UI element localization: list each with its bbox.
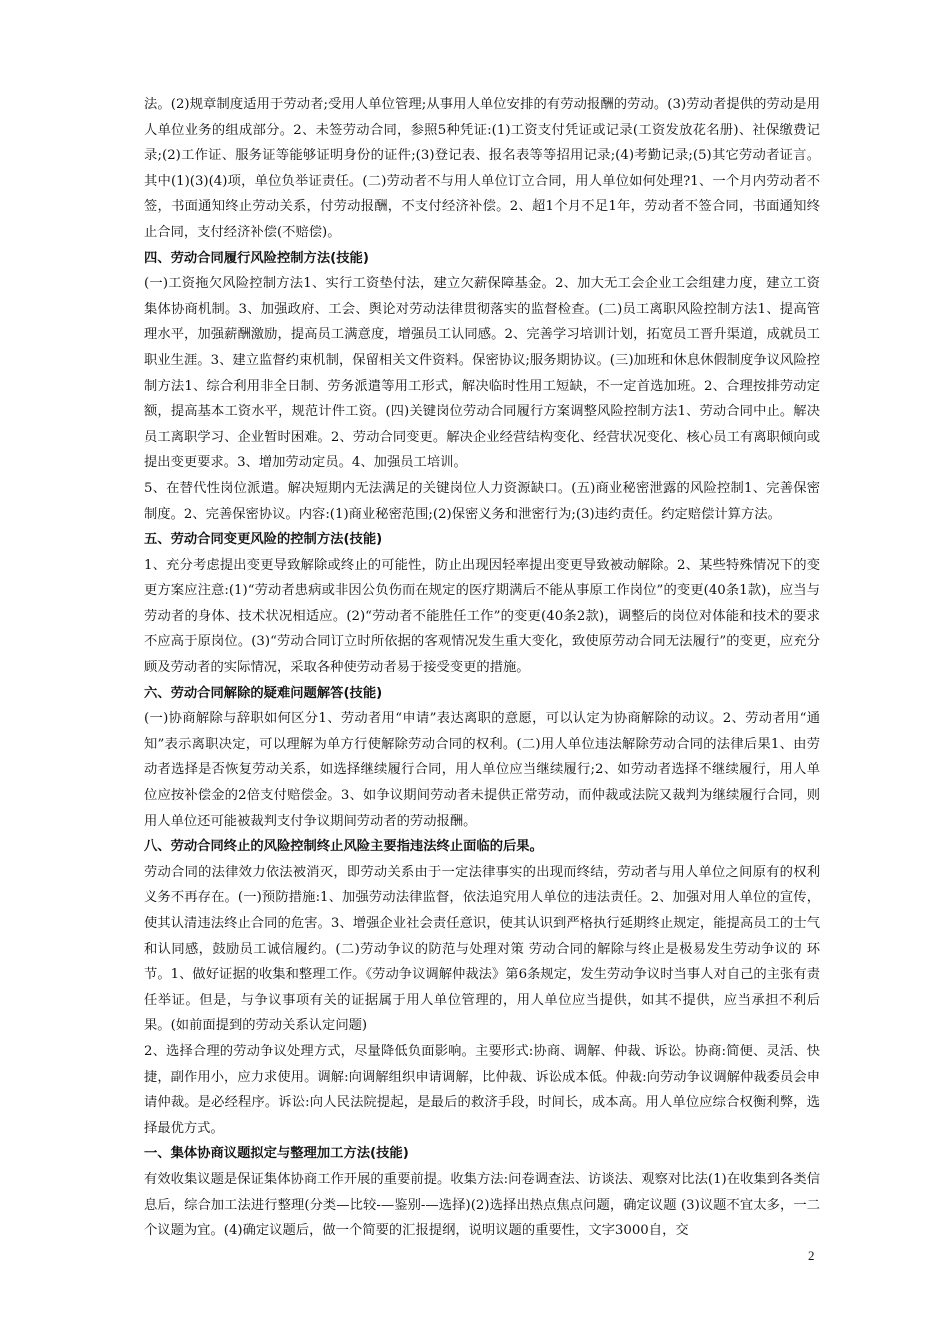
section-heading-6: 六、劳动合同解除的疑难问题解答(技能) xyxy=(144,685,383,701)
section-heading-8: 八、劳动合同终止的风险控制终止风险主要指违法终止面临的后果。 xyxy=(144,839,543,855)
paragraph-7: 2、选择合理的劳动争议处理方式，尽量降低负面影响。主要形式:协商、调解、仲裁、诉讼。协商:简便、灵活、快捷，副作用小，应力求使用。调解:向调解组织申请调解，比仲裁、诉讼成本低。仲裁:向劳动争议调解仲裁委员会申请仲裁。是必经程序。诉讼:向人民法院提起，是最后的救济手段，时间长，成本高。用人单位应综合权衡利弊，选择最优方式。 xyxy=(144,1043,820,1136)
paragraph-4: 1、充分考虑提出变更导致解除或终止的可能性，防止出现因轻率提出变更导致被动解除。2、某些特殊情况下的变更方案应注意:(1)“劳动者患病或非因公负伤而在规定的医疗期满后不能从事原工作岗位”的变更(40条1款)，应当与劳动者的身体、技术状况相适应。(2)“劳动者不能胜任工作”的变更(40条2款)，调整后的岗位对体能和技术的要求不应高于原岗位。(3)“劳动合同订立时所依据的客观情况发生重大变化，致使原劳动合同无法履行”的变更，应充分顾及劳动者的实际情况，采取各种使劳动者易于接受变更的措施。 xyxy=(144,557,820,676)
paragraph-5: (一)协商解除与辞职如何区分1、劳动者用“申请”表达离职的意愿，可以认定为协商解除的动议。2、劳动者用“通知”表示离职决定，可以理解为单方行使解除劳动合同的权利。(二)用人单位违法解除劳动合同的法律后果1、由劳动者选择是否恢复劳动关系，如选择继续履行合同，用人单位应当继续履行;2、如劳动者选择不继续履行，用人单位应按补偿金的2倍支付赔偿金。3、如争议期间劳动者未提供正常劳动，而仲裁或法院又裁判为继续履行合同，则用人单位还可能被裁判支付争议期间劳动者的劳动报酬。 xyxy=(144,711,820,829)
section-heading-4: 四、劳动合同履行风险控制方法(技能) xyxy=(144,250,369,266)
paragraph-2: (一)工资拖欠风险控制方法1、实行工资垫付法，建立欠薪保障基金。2、加大无工会企业工会组建力度，建立工资集体协商机制。3、加强政府、工会、舆论对劳动法律贯彻落实的监督检查。(二)员工离职风险控制方法1、提高管理水平，加强薪酬激励，提高员工满意度，增强员工认同感。2、完善学习培训计划，拓宽员工晋升渠道，成就员工职业生涯。3、建立监督约束机制，保留相关文件资料。保密协议;服务期协议。(三)加班和休息休假制度争议风险控制方法1、综合利用非全日制、劳务派遣等用工形式，解决临时性用工短缺，不一定首选加班。2、合理按排劳动定额，提高基本工资水平，规范计件工资。(四)关键岗位劳动合同履行方案调整风险控制方法1、劳动合同中止。解决员工离职学习、企业暂时困难。2、劳动合同变更。解决企业经营结构变化、经营状况变化、核心员工有离职倾向或提出变更要求。3、增加劳动定员。4、加强员工培训。 xyxy=(144,276,820,471)
document-body xyxy=(144,92,820,1244)
section-heading-1: 一、集体协商议题拟定与整理加工方法(技能) xyxy=(144,1146,409,1162)
section-heading-5: 五、劳动合同变更风险的控制方法(技能) xyxy=(144,532,383,548)
paragraph-8: 有效收集议题是保证集体协商工作开展的重要前提。收集方法:问卷调查法、访谈法、观察对比法(1)在收集到各类信息后，综合加工法进行整理(分类—比较-—鉴别-—选择)(2)选择出热点焦点问题，确定议题 (3)议题不宜太多，一二个议题为宜。(4)确定议题后，做一个简要的汇报提纲，说明议题的重要性，文字3000自，交 xyxy=(144,1171,820,1239)
page-number: 2 xyxy=(808,1248,815,1263)
paragraph-1: 法。(2)规章制度适用于劳动者;受用人单位管理;从事用人单位安排的有劳动报酬的劳动。(3)劳动者提供的劳动是用人单位业务的组成部分。2、未签劳动合同，参照5种凭证:(1)工资支付凭证或记录(工资发放花名册)、社保缴费记录;(2)工作证、服务证等能够证明身份的证件;(3)登记表、报名表等等招用记录;(4)考勤记录;(5)其它劳动者证言。其中(1)(3)(4)项，单位负举证责任。(二)劳动者不与用人单位订立合同，用人单位如何处理?1、一个月内劳动者不签，书面通知终止劳动关系，付劳动报酬，不支付经济补偿。2、超1个月不足1年，劳动者不签合同，书面通知终止合同，支付经济补偿(不赔偿)。 xyxy=(144,97,820,240)
paragraph-3: 5、在替代性岗位派遣。解决短期内无法满足的关键岗位人力资源缺口。(五)商业秘密泄露的风险控制1、完善保密制度。2、完善保密协议。内容:(1)商业秘密范围;(2)保密义务和泄密行为;(3)违约责任。约定赔偿计算方法。 xyxy=(144,480,820,522)
paragraph-6: 劳动合同的法律效力依法被消灭，即劳动关系由于一定法律事实的出现而终结，劳动者与用人单位之间原有的权利义务不再存在。(一)预防措施:1、加强劳动法律监督，依法追究用人单位的违法责任。2、加强对用人单位的宣传，使其认清违法终止合同的危害。3、增强企业社会责任意识，使其认识到严格执行延期终止规定，能提高员工的士气和认同感，鼓励员工诚信履约。(二)劳动争议的防范与处理对策 劳动合同的解除与终止是极易发生劳动争议的 环节。1、做好证据的收集和整理工作。《劳动争议调解仲裁法》第6条规定，发生劳动争议时当事人对自己的主张有责任举证。但是，与争议事项有关的证据属于用人单位管理的，用人单位应当提供，如其不提供，应当承担不利后果。(如前面提到的劳动关系认定问题) xyxy=(144,864,820,1034)
